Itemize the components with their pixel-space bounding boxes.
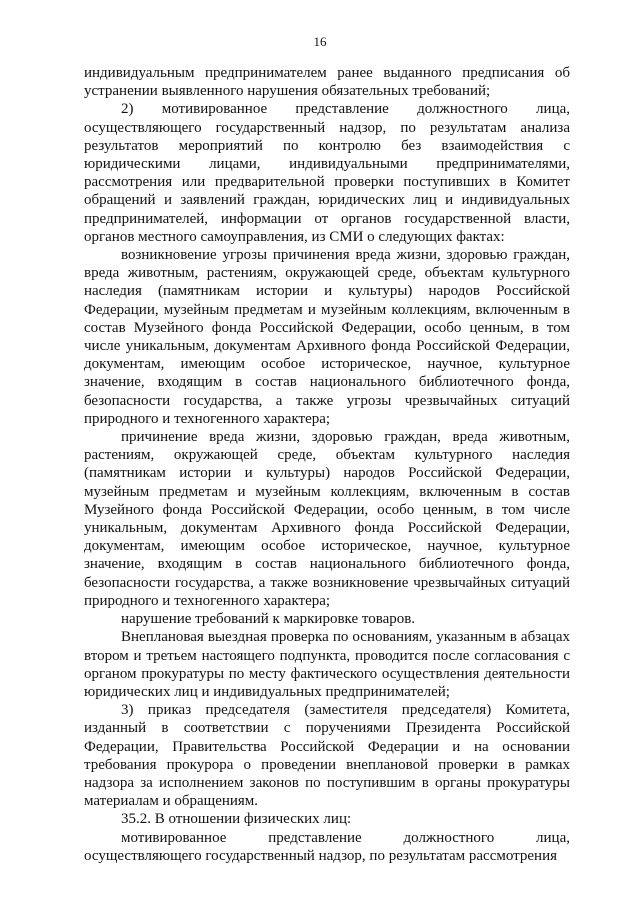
document-body	[84, 64, 570, 865]
paragraph-individuals-submission: мотивированное представление должностного лица, осуществляющего государственный надзор, по результатам рассмотрения	[84, 829, 570, 864]
paragraph-prescription-end: индивидуальным предпринимателем ранее выданного предписания об устранении выявленного нарушения обязательных требований;	[84, 65, 570, 100]
paragraph-item-2-motivated-submission: 2) мотивированное представление должностного лица, осуществляющего государственный надзор, по результатам анализа результатов мероприятий по контролю без взаимодействия с юридическими лицами, индивидуальными предпринимателями, рассмотрения или предварительной проверки поступивших в Комитет обращений и заявлений граждан, юридических лиц и индивидуальных предпринимателей, информации от органов государственной власти, органов местного самоуправления, из СМИ о следующих фактах:	[84, 101, 570, 245]
paragraph-labeling-violation: нарушение требований к маркировке товаров.	[121, 611, 416, 628]
section-heading-35-2: 35.2. В отношении физических лиц:	[121, 811, 352, 828]
paragraph-threat-of-harm: возникновение угрозы причинения вреда жизни, здоровью граждан, вреда животным, растениям, окружающей среде, объектам культурного наследия (памятникам истории и культуры) народов Российской Федерации, музейным предметам и музейным коллекциям, включенным в состав Музейного фонда Российской Федерации, особо ценным, в том числе уникальным, документам Архивного фонда Российской Федерации, документам, имеющим особое историческое, научное, культурное значение, входящим в состав национального библиотечного фонда, безопасности государства, а также угрозы чрезвычайных ситуаций природного и техногенного характера;	[84, 247, 570, 427]
paragraph-causing-harm: причинение вреда жизни, здоровью граждан, вреда животным, растениям, окружающей среде, объектам культурного наследия (памятникам истории и культуры) народов Российской Федерации, музейным предметам и музейным коллекциям, включенным в состав Музейного фонда Российской Федерации, особо ценным, в том числе уникальным, документам Архивного фонда Российской Федерации, документам, имеющим особое историческое, научное, культурное значение, входящим в состав национального библиотечного фонда, безопасности государства, а также возникновение чрезвычайных ситуаций природного и техногенного характера;	[84, 429, 570, 609]
paragraph-item-3-order: 3) приказ председателя (заместителя председателя) Комитета, изданный в соответствии с поручениями Президента Российской Федерации, Правительства Российской Федерации и на основании требования прокурора о проведении внеплановой проверки в рамках надзора за исполнением законов по поступившим в органы прокуратуры материалам и обращениям.	[84, 702, 570, 810]
page-number: 16	[313, 34, 327, 49]
paragraph-unscheduled-inspection: Внеплановая выездная проверка по основаниям, указанным в абзацах втором и третьем настоящего подпункта, проводится после согласования с органом прокуратуры по месту фактического осуществления деятельности юридических лиц и индивидуальных предпринимателей;	[84, 629, 570, 700]
